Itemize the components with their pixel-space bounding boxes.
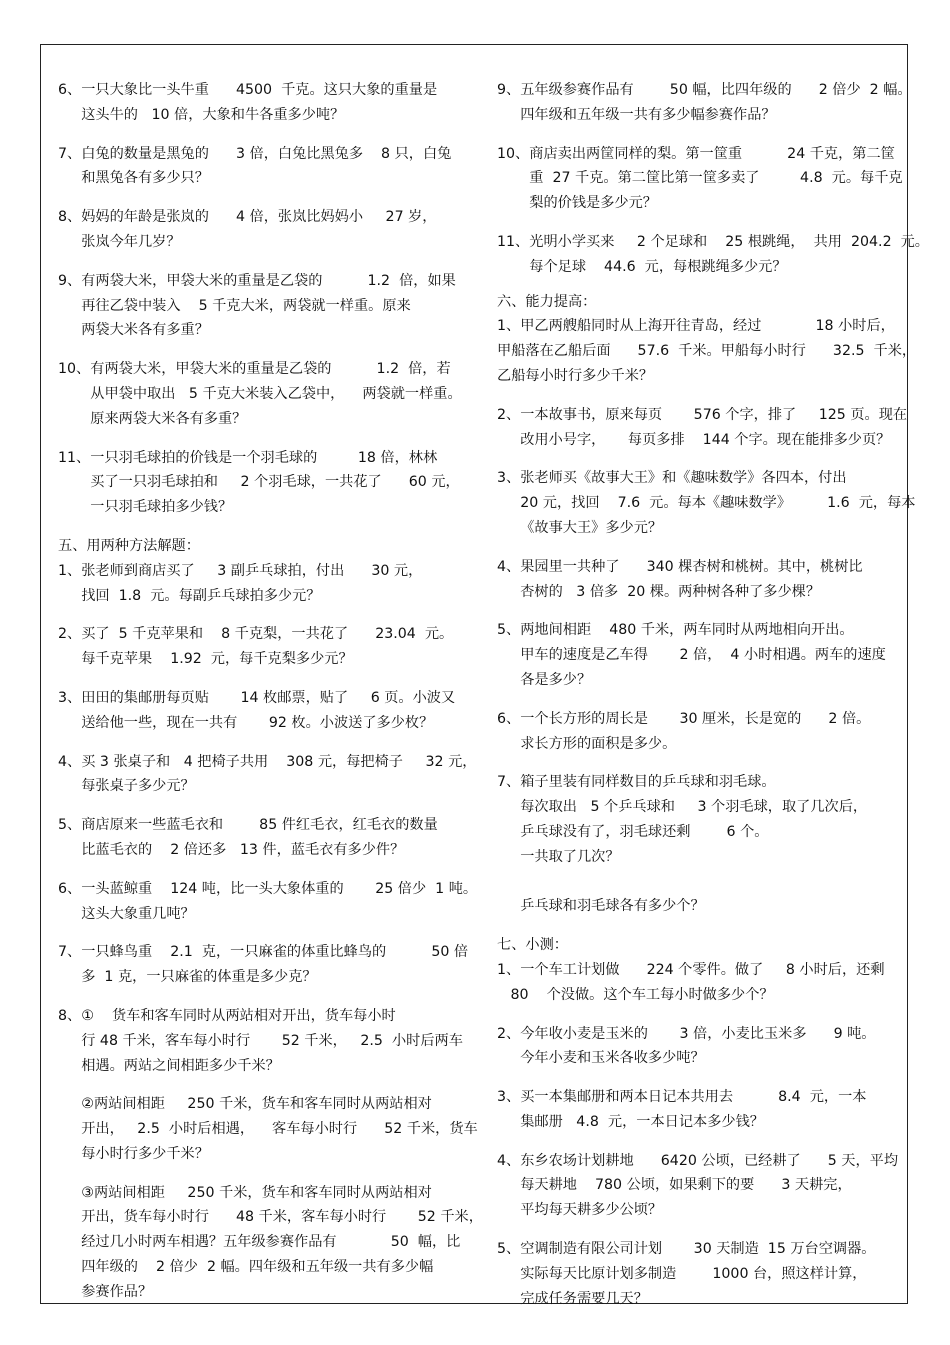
- question-number: 3、: [497, 1089, 521, 1106]
- question-text: [81, 559, 468, 609]
- question-line: 一只蜂鸟重 2.1 克，一只麻雀的体重比蜂鸟的 50 倍: [81, 944, 469, 961]
- question-line: 梨的价钱是多少元？: [529, 195, 657, 212]
- question-line: 找回 1.8 元。每副乒乓球拍多少元？: [81, 587, 321, 604]
- question-text: [520, 770, 909, 919]
- question-line: 20 元，找回 7.6 元。每本《趣味数学》 1.6 元，每本: [520, 495, 916, 512]
- question-line: 甲船落在乙船后面 57.6 千米。甲船每小时行 32.5 千米，: [497, 343, 917, 360]
- question-line: 买一本集邮册和两本日记本共用去 8.4 元，一本: [520, 1089, 867, 1106]
- question-line: 每小时行多少千米？: [81, 1145, 209, 1162]
- question-line: 各是多少？: [520, 671, 592, 688]
- question-line: 乒乓球没有了，羽毛球还剩 6 个。: [520, 823, 769, 840]
- question-item: [497, 230, 929, 280]
- question-line: [520, 870, 909, 895]
- section-6-title: 六、能力提高：: [497, 293, 597, 310]
- question-item: [58, 446, 468, 520]
- question-text: [81, 877, 477, 927]
- question-line: 买 3 张桌子和 4 把椅子共用 308 元，每把椅子 32 元，: [81, 753, 477, 770]
- question-line: 1、一个车工计划做 224 个零件。做了 8 小时后，还剩: [497, 961, 885, 978]
- question-item: [58, 357, 468, 431]
- question-number: 7、: [497, 774, 521, 791]
- question-line: 这头牛的 10 倍，大象和牛各重多少吨？: [81, 106, 345, 123]
- question-line: 空调制造有限公司计划 30 天制造 15 万台空调器。: [520, 1241, 876, 1258]
- question-line: 完成任务需要几天？: [520, 1290, 648, 1307]
- question-number: 2、: [497, 1025, 521, 1042]
- question-text: [81, 269, 468, 343]
- question-text: [81, 940, 468, 990]
- section-7-title: 七、小测：: [497, 937, 568, 954]
- question-item: [58, 142, 468, 192]
- question-8-part-2: [81, 1092, 483, 1166]
- question-number: 3、: [497, 470, 521, 487]
- question-number: 7、: [58, 145, 82, 162]
- question-line: 这头大象重几吨？: [81, 905, 195, 922]
- question-line: 田田的集邮册每页贴 14 枚邮票，贴了 6 页。小波又: [81, 689, 456, 706]
- question-line: ③两站间相距 250 千米，货车和客车同时从两站相对: [81, 1184, 432, 1201]
- question-line: 开出， 2.5 小时后相遇， 客车每小时行 52 千米，货车: [81, 1121, 478, 1138]
- question-number: 3、: [58, 689, 82, 706]
- left-question-group-b: [58, 559, 478, 990]
- question-line: 重 27 千克。第二筐比第一筐多卖了 4.8 元。每千克: [529, 170, 903, 187]
- question-line: 每千克苹果 1.92 元，每千克梨多少元？: [81, 651, 353, 668]
- question-line: 杏树的 3 倍多 20 棵。两种树各种了多少棵？: [520, 583, 821, 600]
- right-question-group-a: [497, 78, 929, 280]
- question-line: 行 48 千米，客车每小时行 52 千米， 2.5 小时后两车: [81, 1032, 463, 1049]
- question-item: [497, 142, 909, 216]
- question-line: 每天耕地 780 公顷，如果剩下的要 3 天耕完，: [520, 1177, 852, 1194]
- question-item: [497, 78, 912, 128]
- question-item: [58, 78, 468, 128]
- question-line: 送给他一些，现在一共有 92 枚。小波送了多少枚？: [81, 714, 434, 731]
- question-8-part-3: [81, 1181, 483, 1305]
- question-line: 每张桌子多少元？: [81, 778, 195, 795]
- question-line: 今年收小麦是玉米的 3 倍，小麦比玉米多 9 吨。: [520, 1025, 876, 1042]
- question-text: [520, 1085, 909, 1135]
- question-line: 每次取出 5 个乒乓球和 3 个羽毛球，取了几次后，: [520, 799, 868, 816]
- question-line: 白兔的数量是黑兔的 3 倍，白兔比黑兔多 8 只，白兔: [81, 145, 452, 162]
- question-item: [497, 466, 916, 540]
- question-line: 商店原来一些蓝毛衣和 85 件红毛衣，红毛衣的数量: [81, 817, 438, 834]
- question-text: [529, 230, 929, 280]
- question-line: 集邮册 4.8 元，一本日记本多少钱？: [520, 1113, 764, 1130]
- question-item: [58, 622, 468, 672]
- question-number: 5、: [497, 1241, 521, 1258]
- question-line: 乙船每小时行多少千米？: [497, 367, 654, 384]
- section-6-question-1: [497, 314, 917, 388]
- question-item: [58, 750, 477, 800]
- question-line: 光明小学买来 2 个足球和 25 根跳绳， 共用 204.2 元。: [529, 233, 929, 250]
- question-item: [497, 555, 909, 605]
- question-line: ① 货车和客车同时从两站相对开出，货车每小时: [81, 1007, 396, 1024]
- question-number: 6、: [497, 710, 521, 727]
- question-item: [497, 618, 909, 692]
- question-line: 一个长方形的周长是 30 厘米，长是宽的 2 倍。: [520, 710, 871, 727]
- question-line: 张老师买《故事大王》和《趣味数学》各四本，付出: [520, 470, 847, 487]
- question-text: [81, 813, 468, 863]
- question-number: 5、: [497, 622, 521, 639]
- question-line: 有两袋大米，甲袋大米的重量是乙袋的 1.2 倍，若: [90, 361, 451, 378]
- question-text: [520, 403, 909, 453]
- question-text: [81, 750, 476, 800]
- question-line: 参赛作品？: [81, 1283, 153, 1300]
- question-line: 东乡农场计划耕地 6420 公顷，已经耕了 5 天，平均: [520, 1152, 899, 1169]
- question-line: 两地间相距 480 千米，两车同时从两地相向开出。: [520, 622, 854, 639]
- question-line: 箱子里装有同样数目的乒乓球和羽毛球。: [520, 774, 776, 791]
- question-line: 再往乙袋中装入 5 千克大米，两袋就一样重。原来: [81, 297, 411, 314]
- question-line: 一本故事书，原来每页 576 个字，排了 125 页。现在: [520, 406, 908, 423]
- left-question-group-a: [58, 78, 468, 520]
- question-text: [81, 142, 468, 192]
- question-line: 一只大象比一头牛重 4500 千克。这只大象的重量是: [81, 82, 438, 98]
- question-line: 四年级和五年级一共有多少幅参赛作品？: [520, 106, 776, 123]
- question-number: 2、: [58, 626, 82, 643]
- question-line: 有两袋大米，甲袋大米的重量是乙袋的 1.2 倍，如果: [81, 272, 456, 289]
- question-text: [520, 466, 915, 540]
- question-line: 经过几小时两车相遇？五年级参赛作品有 50 幅，比: [81, 1234, 461, 1251]
- question-item: [58, 940, 468, 990]
- question-line: 买了一只羽毛球拍和 2 个羽毛球，一共花了 60 元，: [90, 474, 460, 491]
- question-line: 一只羽毛球拍的价钱是一个羽毛球的 18 倍，林林: [90, 449, 438, 466]
- question-number: 8、: [58, 1007, 82, 1024]
- question-line: ②两站间相距 250 千米，货车和客车同时从两站相对: [81, 1096, 432, 1113]
- question-line: 妈妈的年龄是张岚的 4 倍，张岚比妈妈小 27 岁，: [81, 209, 437, 226]
- question-number: 5、: [58, 817, 82, 834]
- question-line: 平均每天耕多少公顷？: [520, 1202, 663, 1219]
- question-number: 6、: [58, 82, 82, 98]
- question-line: 果园里一共种了 340 棵杏树和桃树。其中，桃树比: [520, 558, 863, 575]
- question-8-part-1: [81, 1004, 483, 1078]
- question-line: 一只羽毛球拍多少钱？: [90, 499, 233, 516]
- question-8: [58, 1004, 483, 1305]
- question-line: 五年级参赛作品有 50 幅，比四年级的 2 倍少 2 幅。: [520, 82, 912, 98]
- question-line: 张老师到商店买了 3 副乒乓球拍，付出 30 元，: [81, 562, 423, 579]
- question-item: [58, 686, 468, 736]
- question-text: [81, 686, 468, 736]
- question-text: [520, 78, 911, 128]
- question-line: 从甲袋中取出 5 千克大米装入乙袋中， 两袋就一样重。: [90, 385, 462, 402]
- right-question-group-c: [497, 1022, 909, 1312]
- question-number: 4、: [497, 558, 521, 575]
- question-item: [497, 403, 909, 453]
- question-item: [58, 559, 468, 609]
- question-item: [58, 877, 478, 927]
- question-line: 每个足球 44.6 元，每根跳绳多少元？: [529, 258, 787, 275]
- question-item: [497, 770, 909, 919]
- question-text: [520, 1022, 909, 1072]
- question-number: 11、: [58, 449, 91, 466]
- left-column: [58, 78, 483, 1305]
- question-number: 11、: [497, 233, 530, 250]
- question-line: 两袋大米各有多重？: [81, 322, 209, 339]
- section-5-title: 五、用两种方法解题：: [58, 537, 200, 554]
- right-question-group-b: [497, 403, 916, 919]
- question-line: 一头蓝鲸重 124 吨，比一头大象体重的 25 倍少 1 吨。: [81, 880, 478, 897]
- question-line: 多 1 克，一只麻雀的体重是多少克？: [81, 969, 317, 986]
- question-number: 4、: [58, 753, 82, 770]
- question-line: 比蓝毛衣的 2 倍还多 13 件，蓝毛衣有多少件？: [81, 841, 405, 858]
- question-line: 开出，货车每小时行 48 千米，客车每小时行 52 千米，: [81, 1209, 483, 1226]
- question-line: 求长方形的面积是多少。: [520, 735, 677, 752]
- question-text: [520, 555, 909, 605]
- question-number: 7、: [58, 944, 82, 961]
- question-number: 9、: [497, 82, 521, 98]
- question-text: [81, 78, 468, 128]
- question-item: [497, 1149, 909, 1223]
- question-line: 1、甲乙两艘船同时从上海开往青岛，经过 18 小时后，: [497, 318, 895, 335]
- question-text: [81, 622, 468, 672]
- question-line: 甲车的速度是乙车得 2 倍， 4 小时相遇。两车的速度: [520, 647, 886, 664]
- question-number: 8、: [58, 209, 82, 226]
- question-line: 今年小麦和玉米各收多少吨？: [520, 1050, 705, 1067]
- question-number: 6、: [58, 880, 82, 897]
- question-line: 80 个没做。这个车工每小时做多少个？: [497, 986, 774, 1003]
- question-text: [90, 446, 468, 520]
- question-number: 10、: [58, 361, 91, 378]
- question-item: [497, 1085, 909, 1135]
- question-line: 和黑兔各有多少只？: [81, 170, 209, 187]
- question-text: [520, 707, 909, 757]
- question-line: 实际每天比原计划多制造 1000 台，照这样计算，: [520, 1265, 867, 1282]
- question-text: [90, 357, 468, 431]
- question-line: 商店卖出两筐同样的梨。第一筐重 24 千克，第二筐: [529, 145, 895, 162]
- question-item: [497, 1237, 909, 1311]
- question-line: 四年级的 2 倍少 2 幅。四年级和五年级一共有多少幅: [81, 1259, 434, 1276]
- question-line: 《故事大王》多少元？: [520, 519, 663, 536]
- section-7-question-1: [497, 958, 909, 1008]
- question-line: 乒乓球和羽毛球各有多少个？: [520, 898, 705, 915]
- right-column: [497, 78, 929, 1311]
- question-line: 一共取了几次？: [520, 848, 620, 865]
- question-number: 2、: [497, 406, 521, 423]
- question-text: [520, 618, 909, 692]
- question-number: 9、: [58, 272, 82, 289]
- question-number: 10、: [497, 145, 530, 162]
- question-item: [497, 707, 909, 757]
- question-text: [529, 142, 909, 216]
- question-item: [497, 1022, 909, 1072]
- question-item: [58, 205, 468, 255]
- question-text: [81, 205, 468, 255]
- question-item: [58, 269, 468, 343]
- question-line: 原来两袋大米各有多重？: [90, 410, 247, 427]
- question-text: [520, 1149, 909, 1223]
- question-line: 张岚今年几岁？: [81, 233, 181, 250]
- question-number: 1、: [58, 562, 82, 579]
- question-line: 相遇。两站之间相距多少千米？: [81, 1057, 280, 1074]
- question-text: [520, 1237, 909, 1311]
- question-line: 改用小号字， 每页多排 144 个字。现在能排多少页？: [520, 431, 891, 448]
- question-item: [58, 813, 468, 863]
- question-number: 4、: [497, 1152, 521, 1169]
- question-line: 买了 5 千克苹果和 8 千克梨，一共花了 23.04 元。: [81, 626, 454, 643]
